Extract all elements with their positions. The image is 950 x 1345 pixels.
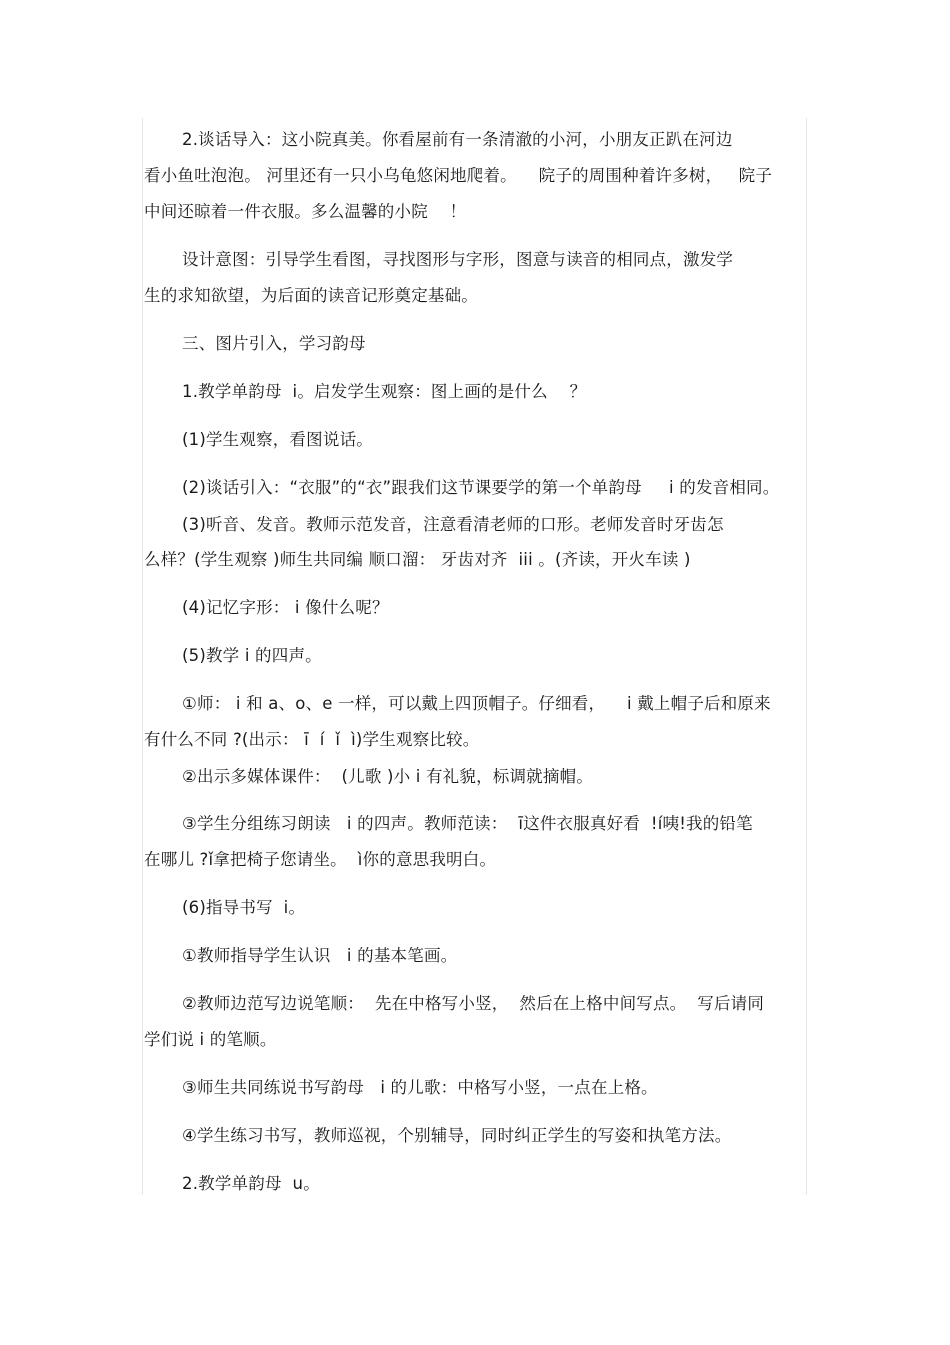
text-line: 学们说 i 的笔顺。	[144, 1030, 277, 1049]
text-line: ④学生练习书写，教师巡视，个别辅导，同时纠正学生的写姿和执笔方法。	[182, 1126, 732, 1145]
text-line: 有什么不同 ?(出示： ī í ǐ ì)学生观察比较。	[144, 730, 480, 749]
right-margin-rule	[806, 118, 807, 1195]
text-line: (4)记忆字形： i 像什么呢？	[182, 598, 389, 617]
text-line: (6)指导书写 i。	[182, 898, 306, 917]
text-line: (5)教学 i 的四声。	[182, 646, 322, 665]
text-line: ③学生分组练习朗读 i 的四声。教师范读： ī这件衣服真好看 !í咦!我的铅笔	[182, 814, 753, 833]
section-heading: 三、图片引入，学习韵母	[182, 334, 366, 353]
text-line: ③师生共同练说书写韵母 i 的儿歌：中格写小竖，一点在上格。	[182, 1078, 658, 1097]
text-line: 2.谈话导入：这小院真美。你看屋前有一条清澈的小河，小朋友正趴在河边	[182, 130, 733, 149]
text-line: 生的求知欲望，为后面的读音记形奠定基础。	[144, 286, 478, 305]
text-line: 在哪儿 ?ǐ拿把椅子您请坐。 ì你的意思我明白。	[144, 850, 497, 869]
text-line: 么样？(学生观察 )师生共同编 顺口溜： 牙齿对齐 iii 。(齐读，开火车读 )	[144, 550, 691, 569]
text-line: 设计意图：引导学生看图，寻找图形与字形，图意与读音的相同点，激发学	[182, 250, 734, 269]
text-line: 2.教学单韵母 u。	[182, 1174, 320, 1193]
text-line: 中间还晾着一件衣服。多么温馨的小院 ！	[144, 202, 467, 221]
text-line: ①师： i 和 a、o、e 一样，可以戴上四顶帽子。仔细看， i 戴上帽子后和原来	[182, 694, 771, 713]
text-line: ①教师指导学生认识 i 的基本笔画。	[182, 946, 458, 965]
text-line: (3)听音、发音。教师示范发音，注意看清老师的口形。老师发音时牙齿怎	[182, 515, 724, 534]
text-line: ②教师边范写边说笔顺： 先在中格写小竖， 然后在上格中间写点。 写后请同	[182, 994, 765, 1013]
text-line: 1.教学单韵母 i。启发学生观察：图上画的是什么 ？	[182, 382, 587, 401]
text-line: (2)谈话引入：“衣服”的“衣”跟我们这节课要学的第一个单韵母 i 的发音相同。	[182, 478, 780, 497]
text-line: 看小鱼吐泡泡。 河里还有一只小乌龟悠闲地爬着。 院子的周围种着许多树， 院子	[144, 166, 773, 185]
text-line: ②出示多媒体课件： (儿歌 )小 i 有礼貌，标调就摘帽。	[182, 767, 593, 786]
left-margin-rule	[142, 118, 143, 1195]
text-line: (1)学生观察，看图说话。	[182, 430, 373, 449]
